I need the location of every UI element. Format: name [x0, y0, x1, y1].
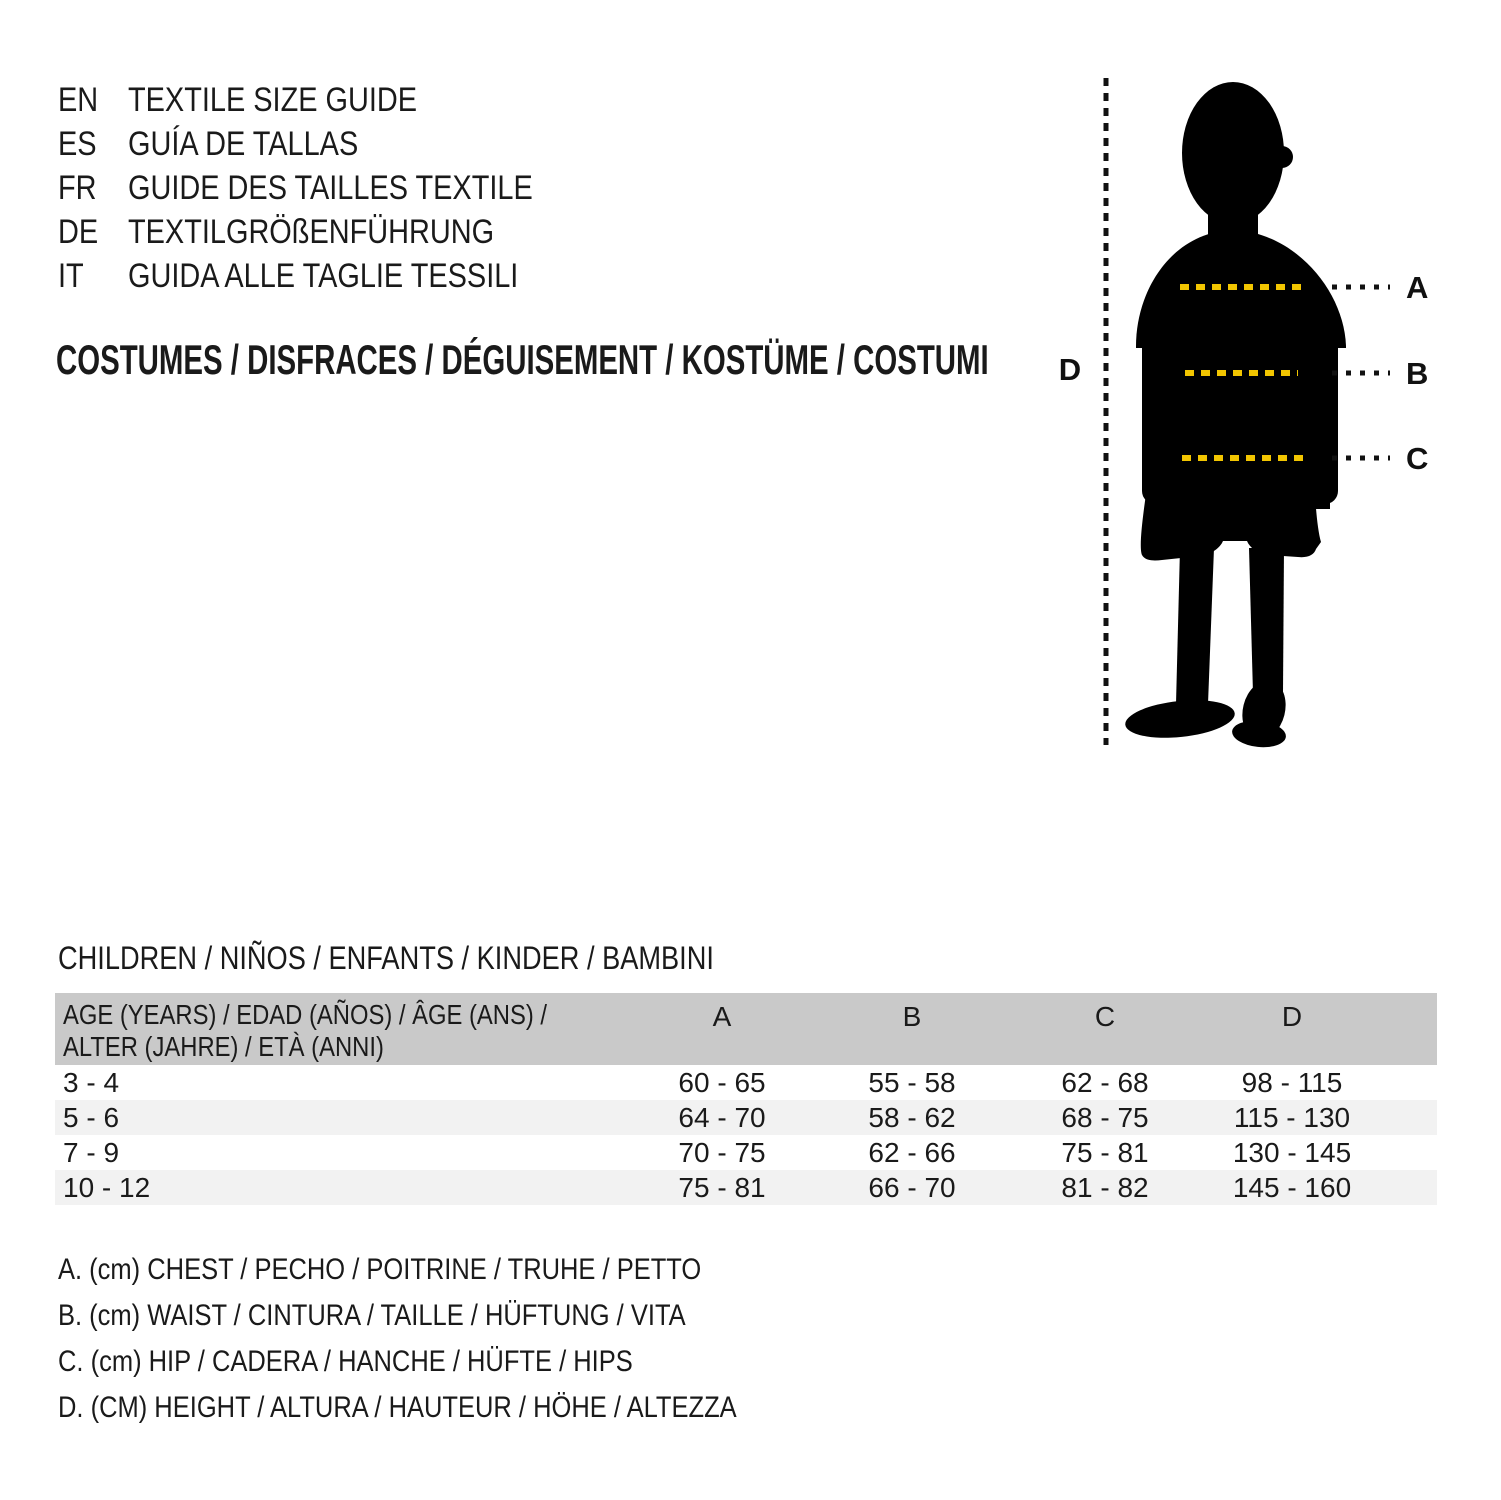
language-guide-title: GUIDA ALLE TAGLIE TESSILI [128, 256, 519, 295]
language-row-it [58, 254, 604, 298]
column-header-a: A [712, 1001, 732, 1032]
waist-cell: 58 - 62 [868, 1101, 956, 1133]
child-silhouette [1123, 82, 1346, 750]
size-table [55, 993, 1437, 1205]
language-code: EN [58, 80, 99, 119]
hip-cell: 75 - 81 [1061, 1136, 1149, 1168]
child-silhouette-figure [1050, 64, 1470, 764]
column-header-d: D [1281, 1001, 1303, 1032]
language-guide-title: GUIDE DES TAILLES TEXTILE [128, 168, 533, 207]
waist-cell: 55 - 58 [868, 1066, 956, 1098]
hip-cell: 62 - 68 [1061, 1066, 1149, 1098]
height-cell: 145 - 160 [1232, 1171, 1352, 1203]
legend-waist: B. (cm) WAIST / CINTURA / TAILLE / HÜFTUNG / VITA [58, 1299, 686, 1332]
age-cell: 5 - 6 [63, 1101, 120, 1133]
label-hip-c: C [1406, 441, 1429, 476]
language-guide-title: TEXTILGRÖßENFÜHRUNG [128, 212, 495, 251]
height-cell: 115 - 130 [1233, 1101, 1351, 1133]
age-column-header: AGE (YEARS) / EDAD (AÑOS) / ÂGE (ANS) / ALTER (JAHRE) / ETÀ (ANNI) [63, 999, 548, 1062]
language-list [58, 78, 604, 298]
hip-cell: 81 - 82 [1061, 1171, 1149, 1203]
legend-height: D. (CM) HEIGHT / ALTURA / HAUTEUR / HÖHE / ALTEZZA [58, 1391, 737, 1424]
waist-cell: 62 - 66 [868, 1136, 956, 1168]
table-row [55, 1100, 1437, 1135]
language-guide-title: GUÍA DE TALLAS [128, 124, 359, 163]
chest-cell: 64 - 70 [678, 1101, 766, 1133]
legend-hip: C. (cm) HIP / CADERA / HANCHE / HÜFTE / HIPS [58, 1345, 633, 1378]
chest-cell: 60 - 65 [678, 1066, 766, 1098]
waist-cell: 66 - 70 [868, 1171, 956, 1203]
language-code: IT [58, 256, 84, 295]
language-row-de [58, 210, 604, 254]
language-row-fr [58, 166, 604, 210]
age-cell: 3 - 4 [63, 1066, 120, 1098]
label-height-d: D [1058, 352, 1082, 387]
hip-cell: 68 - 75 [1061, 1101, 1149, 1133]
label-chest-a: A [1406, 270, 1429, 305]
column-header-b: B [902, 1001, 922, 1032]
section-title-children: CHILDREN / NIÑOS / ENFANTS / KINDER / BAMBINI [58, 940, 714, 976]
category-title: COSTUMES / DISFRACES / DÉGUISEMENT / KOSTÜME / COSTUMI [56, 336, 989, 383]
legend-chest: A. (cm) CHEST / PECHO / POITRINE / TRUHE / PETTO [58, 1253, 702, 1286]
table-row [55, 1065, 1437, 1100]
measurement-diagram [1050, 64, 1470, 764]
age-cell: 7 - 9 [63, 1136, 120, 1168]
language-row-es [58, 122, 604, 166]
language-guide-title: TEXTILE SIZE GUIDE [128, 80, 418, 119]
height-cell: 98 - 115 [1241, 1066, 1343, 1098]
language-code: DE [58, 212, 99, 251]
height-cell: 130 - 145 [1232, 1136, 1352, 1168]
language-code: ES [58, 124, 97, 163]
measure-legend [58, 1247, 856, 1431]
label-waist-b: B [1406, 356, 1429, 391]
table-row [55, 1135, 1437, 1170]
table-row [55, 1170, 1437, 1205]
language-row-en [58, 78, 604, 122]
chest-cell: 75 - 81 [678, 1171, 766, 1203]
chest-cell: 70 - 75 [678, 1136, 766, 1168]
table-header-row [55, 993, 1437, 1065]
age-cell: 10 - 12 [63, 1171, 151, 1203]
column-header-c: C [1094, 1001, 1116, 1032]
language-code: FR [58, 168, 97, 207]
